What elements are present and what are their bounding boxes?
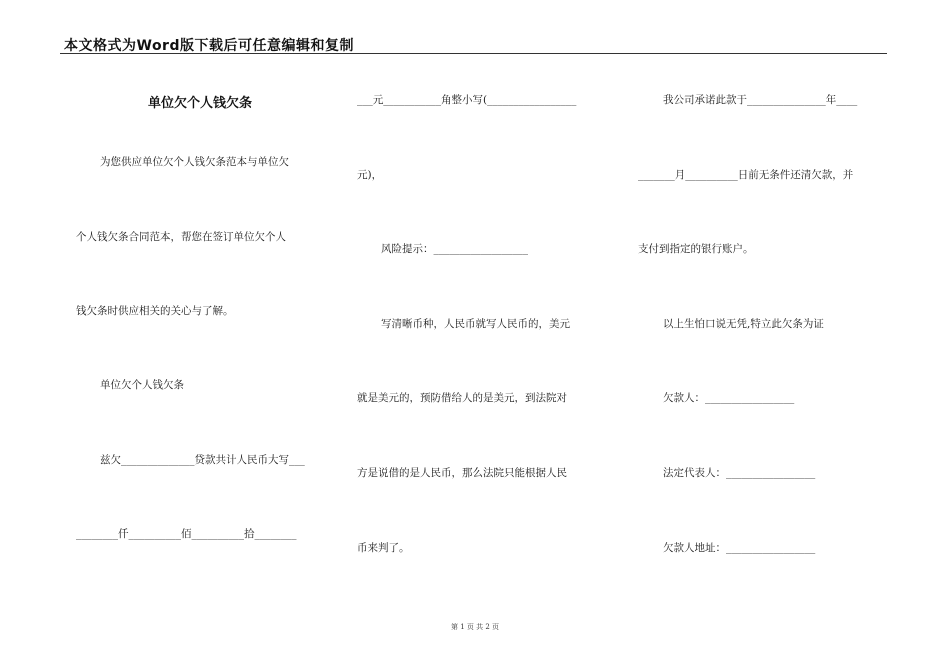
col2-line-2: 元)，: [357, 169, 383, 181]
col2-line-3: 风险提示：__________________: [381, 243, 528, 255]
col1-line-5: 兹欠______________贷款共计人民币大写___: [100, 454, 305, 466]
col3-line-7: 欠款人地址：_________________: [663, 542, 816, 554]
col2-line-7: 币来判了。: [357, 542, 410, 554]
document-title: 单位欠个人钱欠条: [147, 96, 252, 111]
header-title: 本文格式为Word版下载后可任意编辑和复制: [64, 38, 354, 54]
col1-line-4: 单位欠个人钱欠条: [100, 379, 184, 391]
col2-line-5: 就是美元的，预防借给人的是美元，到法院对: [357, 392, 567, 404]
col3-line-1: 我公司承诺此款于_______________年____: [663, 94, 858, 106]
col3-line-5: 欠款人：_________________: [663, 392, 795, 404]
col3-line-2: _______月__________日前无条件还清欠款，并: [638, 169, 854, 181]
col1-line-6: ________仟__________佰__________拾________: [76, 528, 297, 540]
col3-line-4: 以上生怕口说无凭,特立此欠条为证: [663, 318, 824, 330]
col2-line-6: 方是说借的是人民币，那么法院只能根据人民: [357, 467, 567, 479]
col1-line-2: 个人钱欠条合同范本，帮您在签订单位欠个人: [76, 231, 286, 243]
col2-line-1: ___元___________角整小写(_________________: [357, 94, 577, 106]
page-number: 第 1 页 共 2 页: [450, 623, 500, 631]
col1-line-3: 钱欠条时供应相关的关心与了解。: [76, 305, 234, 317]
col2-line-4: 写清晰币种，人民币就写人民币的，美元: [381, 318, 570, 330]
col1-line-1: 为您供应单位欠个人钱欠条范本与单位欠: [100, 156, 289, 168]
col3-line-3: 支付到指定的银行账户。: [638, 243, 754, 255]
col3-line-6: 法定代表人：_________________: [663, 467, 816, 479]
header-divider: [60, 53, 887, 54]
